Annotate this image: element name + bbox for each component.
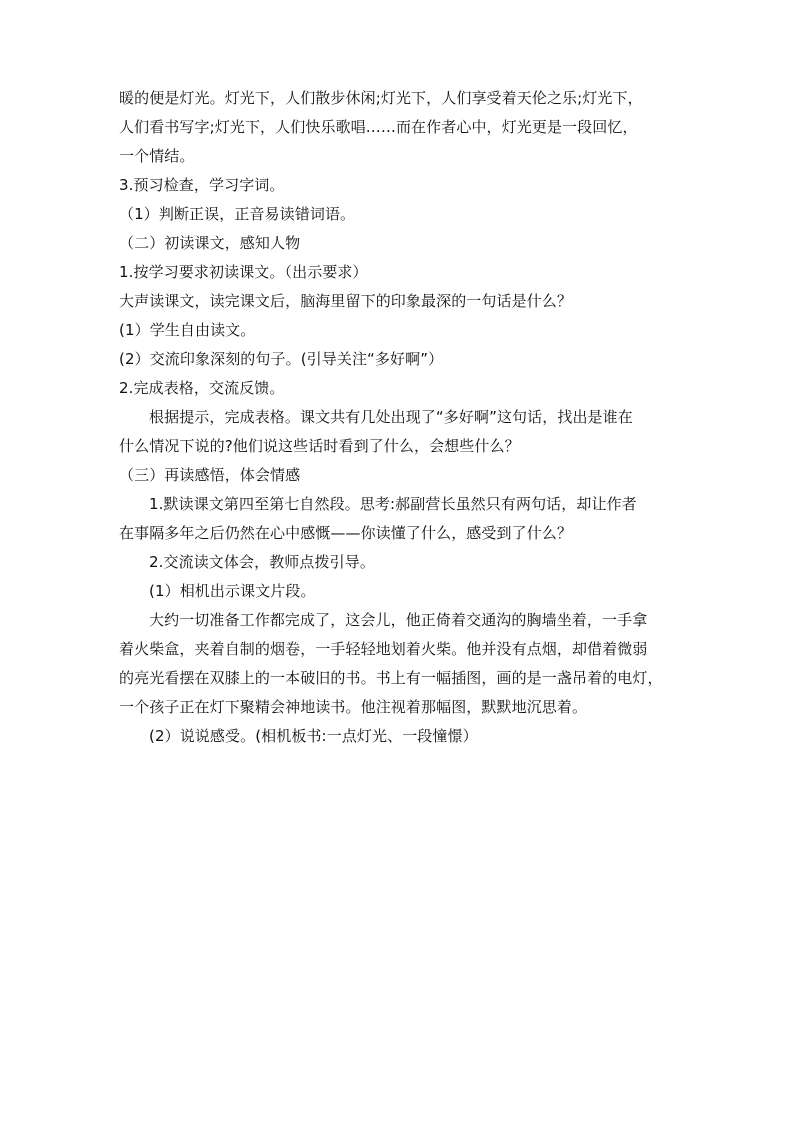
text-line: 一个情结。 bbox=[119, 147, 195, 165]
text-line: 1.按学习要求初读课文。（出示要求） bbox=[119, 263, 368, 281]
text-line: 什么情况下说的?他们说这些话时看到了什么，会想些什么？ bbox=[119, 437, 520, 455]
text-line: (1）相机出示课文片段。 bbox=[149, 582, 316, 600]
text-line: 1.默读课文第四至第七自然段。思考:郝副营长虽然只有两句话，却让作者 bbox=[149, 495, 637, 513]
text-line: (1）学生自由读文。 bbox=[119, 321, 256, 339]
text-line: (2）说说感受。(相机板书:一点灯光、一段憧憬） bbox=[149, 727, 478, 745]
text-line: 大声读课文，读完课文后，脑海里留下的印象最深的一句话是什么？ bbox=[119, 292, 573, 310]
text-line: 在事隔多年之后仍然在心中感慨——你读懂了什么，感受到了什么？ bbox=[119, 524, 573, 542]
text-line: 3.预习检查，学习字词。 bbox=[119, 176, 285, 194]
text-line: 一个孩子正在灯下聚精会神地读书。他注视着那幅图，默默地沉思着。 bbox=[119, 698, 588, 716]
text-line: （1）判断正误，正音易读错词语。 bbox=[119, 205, 356, 223]
text-line: 人们看书写字;灯光下，人们快乐歌唱……而在作者心中，灯光更是一段回忆， bbox=[119, 118, 638, 136]
text-line: 的亮光看摆在双膝上的一本破旧的书。书上有一幅插图，画的是一盏吊着的电灯， bbox=[119, 669, 663, 687]
text-line: （三）再读感悟，体会情感 bbox=[119, 466, 301, 484]
text-line: 暖的便是灯光。灯光下，人们散步休闲;灯光下，人们享受着天伦之乐;灯光下， bbox=[119, 89, 643, 107]
text-line: (2）交流印象深刻的句子。(引导关注“多好啊”） bbox=[119, 350, 444, 368]
document-body bbox=[119, 84, 679, 751]
text-line: 大约一切准备工作都完成了，这会儿，他正倚着交通沟的胸墙坐着，一手拿 bbox=[149, 611, 648, 629]
text-line: 根据提示，完成表格。课文共有几处出现了“多好啊”这句话，找出是谁在 bbox=[149, 408, 633, 426]
text-line: 2.完成表格，交流反馈。 bbox=[119, 379, 285, 397]
text-line: 2.交流读文体会，教师点拨引导。 bbox=[149, 553, 375, 571]
text-line: （二）初读课文，感知人物 bbox=[119, 234, 301, 252]
text-line: 着火柴盒，夹着自制的烟卷，一手轻轻地划着火柴。他并没有点烟，却借着微弱 bbox=[119, 640, 648, 658]
